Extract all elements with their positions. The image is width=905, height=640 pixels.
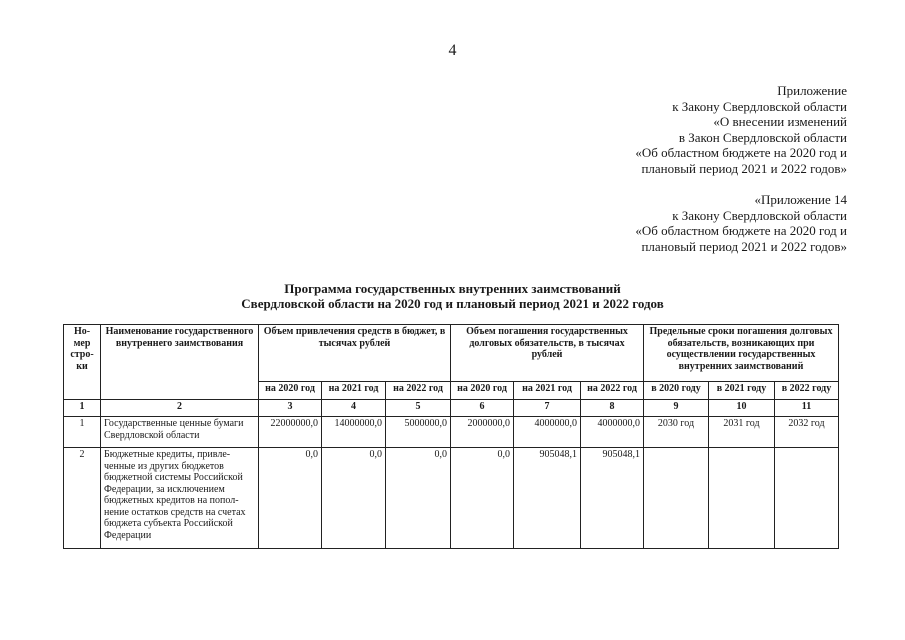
row-number: 1 (64, 417, 101, 448)
attraction-2022: 5000000,0 (386, 417, 451, 448)
term-2020: 2030 год (644, 417, 709, 448)
appendix-line: Приложение (777, 83, 847, 98)
appendix-line: плановый период 2021 и 2022 годов» (641, 160, 847, 176)
appendix-14-header (635, 192, 847, 254)
attraction-2020: 0,0 (259, 448, 322, 549)
column-index: 1 (64, 400, 101, 417)
appendix-line: «О внесении изменений (713, 114, 847, 129)
column-index: 6 (451, 400, 514, 417)
attraction-2021: 14000000,0 (322, 417, 386, 448)
header-year: в 2021 году (709, 382, 775, 400)
column-index: 11 (775, 400, 839, 417)
header-year: на 2021 год (322, 382, 386, 400)
page-number: 4 (448, 42, 457, 59)
repayment-2021: 4000000,0 (514, 417, 581, 448)
appendix-line: к Закону Свердловской области (672, 98, 847, 114)
row-name: Государственные ценные бумаги Свердловской области (101, 417, 259, 448)
repayment-2021: 905048,1 (514, 448, 581, 549)
column-index: 10 (709, 400, 775, 417)
header-year: на 2020 год (259, 382, 322, 400)
table-column-index-row (64, 400, 839, 417)
attraction-2021: 0,0 (322, 448, 386, 549)
table-row (64, 417, 839, 448)
header-terms: Предельные сроки погашения долговых обязательств, возникающих при осуществлении государственных внутренних заимствований (644, 325, 839, 382)
header-year: на 2020 год (451, 382, 514, 400)
table-header-row (64, 325, 839, 382)
term-2021 (709, 448, 775, 549)
header-year: на 2021 год (514, 382, 581, 400)
term-2020 (644, 448, 709, 549)
term-2022: 2032 год (775, 417, 839, 448)
column-index: 4 (322, 400, 386, 417)
term-2021: 2031 год (709, 417, 775, 448)
row-number: 2 (64, 448, 101, 549)
column-index: 7 (514, 400, 581, 417)
appendix-line: плановый период 2021 и 2022 годов» (641, 238, 847, 254)
column-index: 9 (644, 400, 709, 417)
header-year: в 2022 году (775, 382, 839, 400)
title-line-1: Программа государственных внутренних заимствований (284, 281, 621, 296)
header-year: на 2022 год (386, 382, 451, 400)
header-attraction: Объем привлечения средств в бюджет, в тысячах рублей (259, 325, 451, 382)
header-row-number: Но-мер стро-ки (64, 325, 101, 400)
repayment-2022: 4000000,0 (581, 417, 644, 448)
header-year: на 2022 год (581, 382, 644, 400)
appendix-line: «Об областном бюджете на 2020 год и (635, 145, 847, 160)
column-index: 3 (259, 400, 322, 417)
attraction-2022: 0,0 (386, 448, 451, 549)
repayment-2020: 0,0 (451, 448, 514, 549)
column-index: 5 (386, 400, 451, 417)
borrowings-table (63, 324, 839, 549)
row-name: Бюджетные кредиты, привле-ченные из других бюджетов бюджетной системы Российской Федерации, за исключением бюджетных кредитов на попол-нение остатков средств на счетах бюджета субъекта Российской Федерации (101, 448, 259, 549)
term-2022 (775, 448, 839, 549)
appendix-line: «Приложение 14 (754, 192, 847, 207)
repayment-2022: 905048,1 (581, 448, 644, 549)
title-line-2: Свердловской области на 2020 год и плановый период 2021 и 2022 годов (241, 296, 664, 311)
document-title (0, 281, 905, 311)
repayment-2020: 2000000,0 (451, 417, 514, 448)
appendix-line: в Закон Свердловской области (678, 129, 847, 145)
appendix-header (635, 83, 847, 176)
appendix-line: к Закону Свердловской области (672, 207, 847, 223)
table-row (64, 448, 839, 549)
attraction-2020: 22000000,0 (259, 417, 322, 448)
column-index: 8 (581, 400, 644, 417)
column-index: 2 (101, 400, 259, 417)
header-year: в 2020 году (644, 382, 709, 400)
appendix-line: «Об областном бюджете на 2020 год и (635, 223, 847, 238)
header-name: Наименование государственного внутреннего заимствования (101, 325, 259, 400)
header-repayment: Объем погашения государственных долговых обязательств, в тысячах рублей (451, 325, 644, 382)
